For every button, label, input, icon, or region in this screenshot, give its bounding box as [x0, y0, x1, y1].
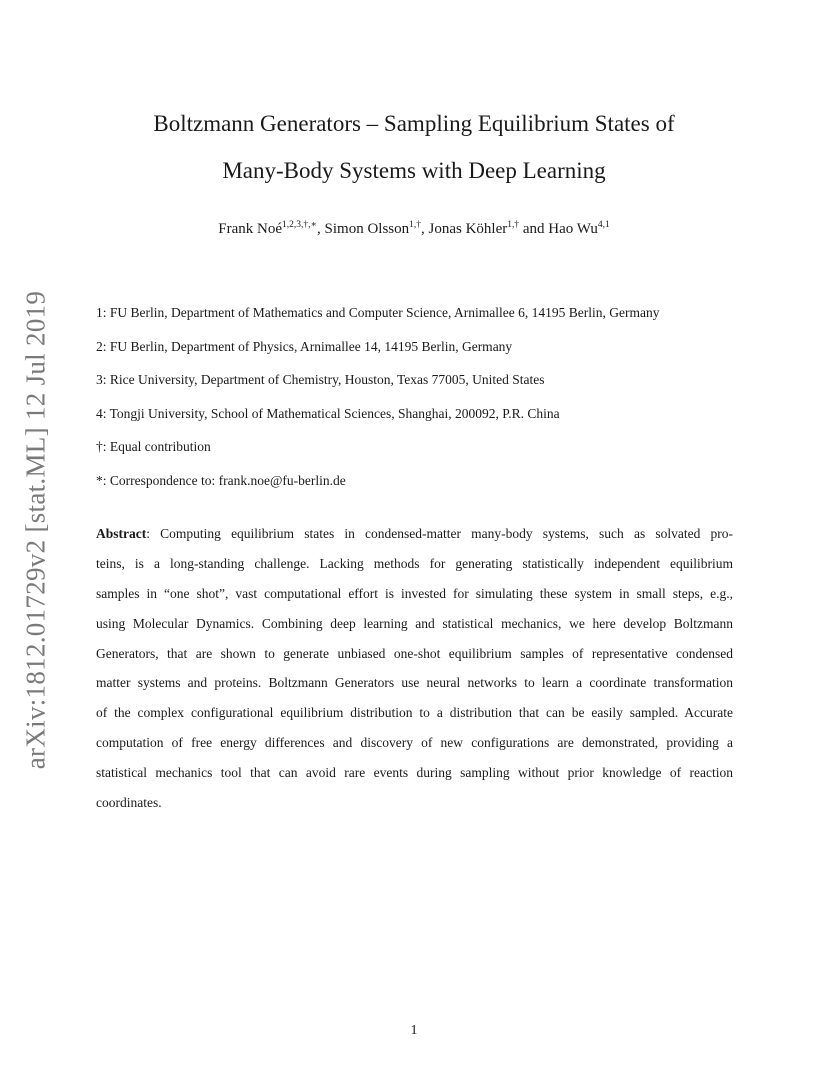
author-name: Simon Olsson — [324, 221, 410, 237]
author-list — [0, 219, 828, 241]
paper-title-line-2: Many-Body Systems with Deep Learning — [222, 158, 606, 183]
author — [218, 221, 317, 237]
author — [429, 221, 520, 237]
arxiv-identifier-stamp: arXiv:1812.01729v2 [stat.ML] 12 Jul 2019 — [20, 290, 51, 770]
author — [325, 221, 421, 237]
abstract-line: samples in “one shot”, vast computational effort is invested for simulating these system in small steps, e.g., — [96, 585, 733, 601]
abstract-line: statistical mechanics tool that can avoid rare events during sampling without prior knowledge of reaction — [96, 765, 733, 781]
author-name: Jonas Köhler — [428, 221, 508, 237]
page-number: 1 — [410, 1023, 418, 1038]
author-affiliation-marks: 1,† — [507, 220, 520, 230]
abstract-line: teins, is a long-standing challenge. Lacking methods for generating statistically independent equilibrium — [96, 555, 733, 571]
author-separator: , — [317, 221, 325, 237]
abstract-line: of the complex configurational equilibrium distribution to a distribution that can be easily sampled. Accurate — [96, 705, 733, 721]
abstract-line: matter systems and proteins. Boltzmann Generators use neural networks to learn a coordinate transformation — [96, 675, 733, 691]
author-separator: , — [421, 221, 429, 237]
abstract-line: computation of free energy differences and discovery of new configurations are demonstrated, providing a — [96, 735, 733, 751]
author-affiliation-marks: 1,2,3,†,∗ — [282, 220, 318, 230]
affiliation-list — [96, 302, 746, 504]
author-affiliation-marks: 4,1 — [597, 220, 610, 230]
affiliation-item: 2: FU Berlin, Department of Physics, Arnimallee 14, 14195 Berlin, Germany — [96, 338, 513, 354]
abstract-line: Generators, that are shown to generate unbiased one-shot equilibrium samples of representative condensed — [96, 645, 733, 661]
affiliation-item: 4: Tongji University, School of Mathematical Sciences, Shanghai, 200092, P.R. China — [96, 405, 560, 421]
abstract — [96, 523, 733, 822]
abstract-text: : Computing equilibrium states in condensed-matter many-body systems, such as solvated pro- — [146, 526, 733, 541]
author-name: Frank Noé — [218, 221, 283, 237]
author-separator: and — [519, 221, 549, 237]
abstract-label: Abstract — [96, 526, 147, 541]
author-affiliation-marks: 1,† — [409, 220, 421, 230]
abstract-line: coordinates. — [96, 795, 162, 811]
abstract-line — [96, 523, 733, 553]
affiliation-item: 1: FU Berlin, Department of Mathematics and Computer Science, Arnimallee 6, 14195 Berlin, Germany — [96, 305, 660, 320]
equal-contribution-note: †: Equal contribution — [96, 439, 211, 455]
paper-title-line-1: Boltzmann Generators – Sampling Equilibrium States of — [153, 111, 675, 136]
correspondence-note: *: Correspondence to: frank.noe@fu-berlin.de — [96, 472, 346, 488]
affiliation-item: 3: Rice University, Department of Chemistry, Houston, Texas 77005, United States — [96, 372, 545, 388]
author — [548, 221, 609, 237]
abstract-line: using Molecular Dynamics. Combining deep learning and statistical mechanics, we here develop Boltzmann — [96, 615, 733, 631]
author-name: Hao Wu — [548, 221, 598, 237]
